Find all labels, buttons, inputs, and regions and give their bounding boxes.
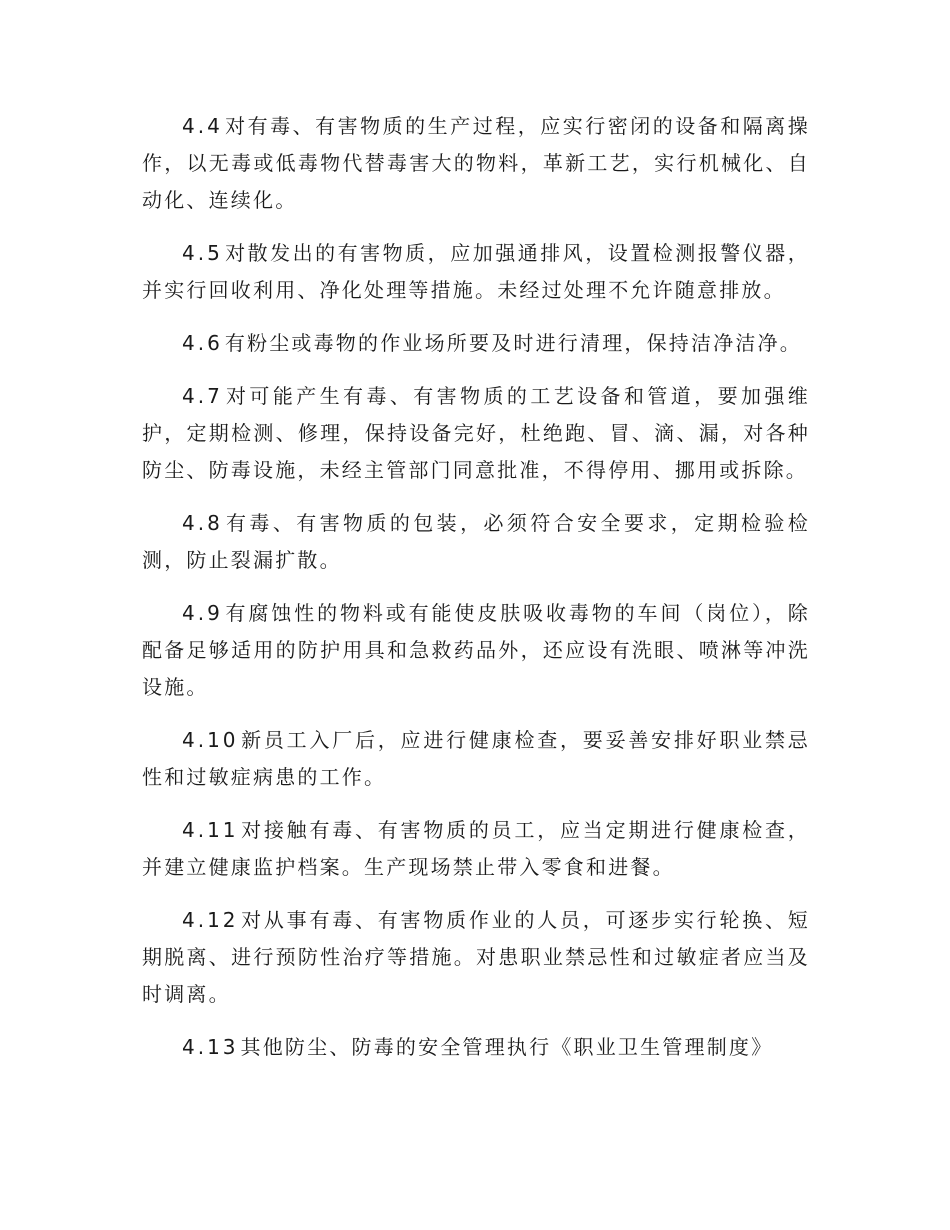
paragraph-text: 对可能产生有毒、有害物质的工艺设备和管道，要加强维护，定期检测、修理，保持设备完好，杜绝跑、冒、滴、漏，对各种防尘、防毒设施，未经主管部门同意批准，不得停用、挪用或拆除。 bbox=[142, 384, 810, 482]
paragraph-4-7 bbox=[142, 378, 810, 489]
paragraph-4-8 bbox=[142, 505, 810, 579]
paragraph-text: 新员工入厂后，应进行健康检查，要妥善安排好职业禁忌性和过敏症病患的工作。 bbox=[142, 728, 810, 789]
paragraph-text: 其他防尘、防毒的安全管理执行《职业卫生管理制度》 bbox=[240, 1035, 774, 1059]
paragraph-text: 对散发出的有害物质，应加强通排风，设置检测报警仪器，并实行回收利用、净化处理等措施。未经过处理不允许随意排放。 bbox=[142, 241, 810, 302]
paragraph-number: 4.4 bbox=[182, 114, 223, 138]
paragraph-text: 对有毒、有害物质的生产过程，应实行密闭的设备和隔离操作，以无毒或低毒物代替毒害大的物料，革新工艺，实行机械化、自动化、连续化。 bbox=[142, 114, 810, 212]
paragraph-number: 4.13 bbox=[182, 1035, 239, 1059]
paragraph-number: 4.8 bbox=[182, 511, 223, 535]
paragraph-number: 4.12 bbox=[182, 908, 239, 932]
paragraph-4-11 bbox=[142, 812, 810, 886]
paragraph-number: 4.11 bbox=[182, 818, 239, 842]
paragraph-text: 有粉尘或毒物的作业场所要及时进行清理，保持洁净洁净。 bbox=[224, 331, 803, 355]
paragraph-4-9 bbox=[142, 595, 810, 706]
document-body bbox=[142, 108, 810, 1082]
paragraph-number: 4.10 bbox=[182, 728, 239, 752]
paragraph-4-6 bbox=[142, 325, 810, 362]
paragraph-text: 有毒、有害物质的包装，必须符合安全要求，定期检验检测，防止裂漏扩散。 bbox=[142, 511, 810, 572]
paragraph-4-12 bbox=[142, 902, 810, 1013]
paragraph-number: 4.6 bbox=[182, 331, 223, 355]
paragraph-4-13 bbox=[142, 1029, 810, 1066]
paragraph-number: 4.7 bbox=[182, 384, 223, 408]
paragraph-text: 有腐蚀性的物料或有能使皮肤吸收毒物的车间（岗位），除配备足够适用的防护用具和急救药品外，还应设有洗眼、喷淋等冲洗设施。 bbox=[142, 601, 810, 699]
paragraph-number: 4.9 bbox=[182, 601, 223, 625]
paragraph-4-10 bbox=[142, 722, 810, 796]
paragraph-4-4 bbox=[142, 108, 810, 219]
paragraph-number: 4.5 bbox=[182, 241, 223, 265]
paragraph-text: 对接触有毒、有害物质的员工，应当定期进行健康检查，并建立健康监护档案。生产现场禁止带入零食和进餐。 bbox=[142, 818, 810, 879]
paragraph-4-5 bbox=[142, 235, 810, 309]
paragraph-text: 对从事有毒、有害物质作业的人员，可逐步实行轮换、短期脱离、进行预防性治疗等措施。对患职业禁忌性和过敏症者应当及时调离。 bbox=[142, 908, 810, 1006]
